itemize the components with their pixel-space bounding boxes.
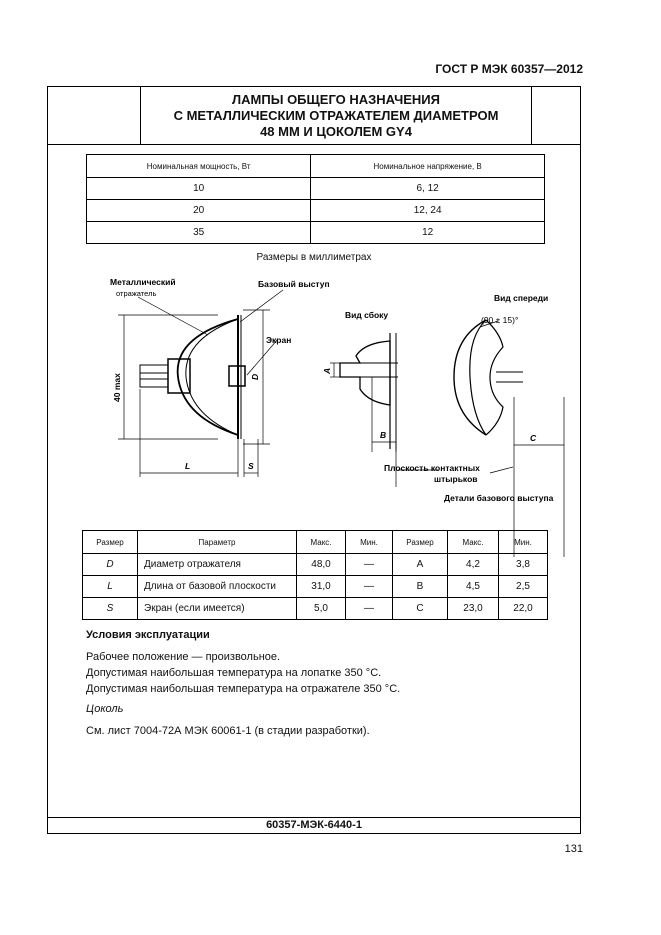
column-header: Размер [393,531,448,554]
table-row [87,200,545,222]
column-header: Мин. [499,531,548,554]
dimensions-caption: Размеры в миллиметрах [256,252,372,263]
base-details-label: Детали базового выступа [444,493,554,503]
power-cell: 20 [87,200,311,222]
sheet-title: ЛАМПЫ ОБЩЕГО НАЗНАЧЕНИЯ С МЕТАЛЛИЧЕСКИМ ОТРАЖАТЕЛЕМ ДИАМЕТРОМ 48 ММ И ЦОКОЛЕМ GY4 [173,92,499,139]
column-header: Макс. [448,531,499,554]
column-header: Номинальное напряжение, В [311,155,545,178]
column-header: Макс. [297,531,346,554]
dim-l-label: L [185,461,191,471]
power-cell: 10 [87,178,311,200]
side-view-label: Вид сбоку [345,310,389,320]
sheet-number: 60357-МЭК-6440-1 [266,819,362,831]
lamp-drawing [98,277,554,527]
contact-plane-label: Плоскость контактных [384,463,480,473]
conditions-heading: Условия эксплуатации [86,629,210,641]
column-header: Мин. [346,531,393,554]
table-row: L Длина от базовой плоскости 31,0 — B 4,5 2,5 [83,576,548,598]
operating-conditions [86,627,400,739]
page-number: 131 [564,843,583,855]
column-header: Размер [83,531,138,554]
condition-line: Допустимая наибольшая температура на лопатке 350 °С. [86,667,382,679]
table-row: D Диаметр отражателя 48,0 — A 4,2 3,8 [83,554,548,576]
table-row [87,178,545,200]
voltage-cell: 6, 12 [311,178,545,200]
reflector-label-2: отражатель [116,289,157,298]
column-header: Номинальная мощность, Вт [87,155,311,178]
title-block [48,87,580,145]
front-view-label: Вид спереди [494,293,549,303]
table-header [83,531,548,554]
table-row [87,222,545,244]
dim-s-label: S [248,461,254,471]
max-40-label: 40 max [112,373,122,402]
column-header: Параметр [138,531,297,554]
dim-b-label: B [380,430,387,440]
dim-d-label: D [250,373,260,380]
base-text: См. лист 7004-72А МЭК 60061-1 (в стадии разработки). [86,725,370,737]
sheet-frame [47,86,581,834]
voltage-cell: 12, 24 [311,200,545,222]
dimensions-table [82,530,548,620]
power-cell: 35 [87,222,311,244]
dim-a-label: A [322,367,332,374]
base-projection-label: Базовый выступ [258,279,330,289]
table-header [87,155,545,178]
contact-plane-label-2: штырьков [434,474,478,484]
standard-number: ГОСТ Р МЭК 60357—2012 [435,62,583,76]
condition-line: Допустимая наибольшая температура на отражателе 350 °С. [86,683,401,695]
reflector-label: Металлический [110,277,176,287]
ratings-table [86,154,545,244]
voltage-cell: 12 [311,222,545,244]
condition-line: Рабочее положение — произвольное. [86,651,281,663]
angle-label: (90 ± 15)° [481,315,519,325]
dim-c-label: C [530,433,537,443]
screen-label: Экран [266,335,292,345]
table-row: S Экран (если имеется) 5,0 — C 23,0 22,0 [83,598,548,620]
base-heading: Цоколь [86,703,124,715]
